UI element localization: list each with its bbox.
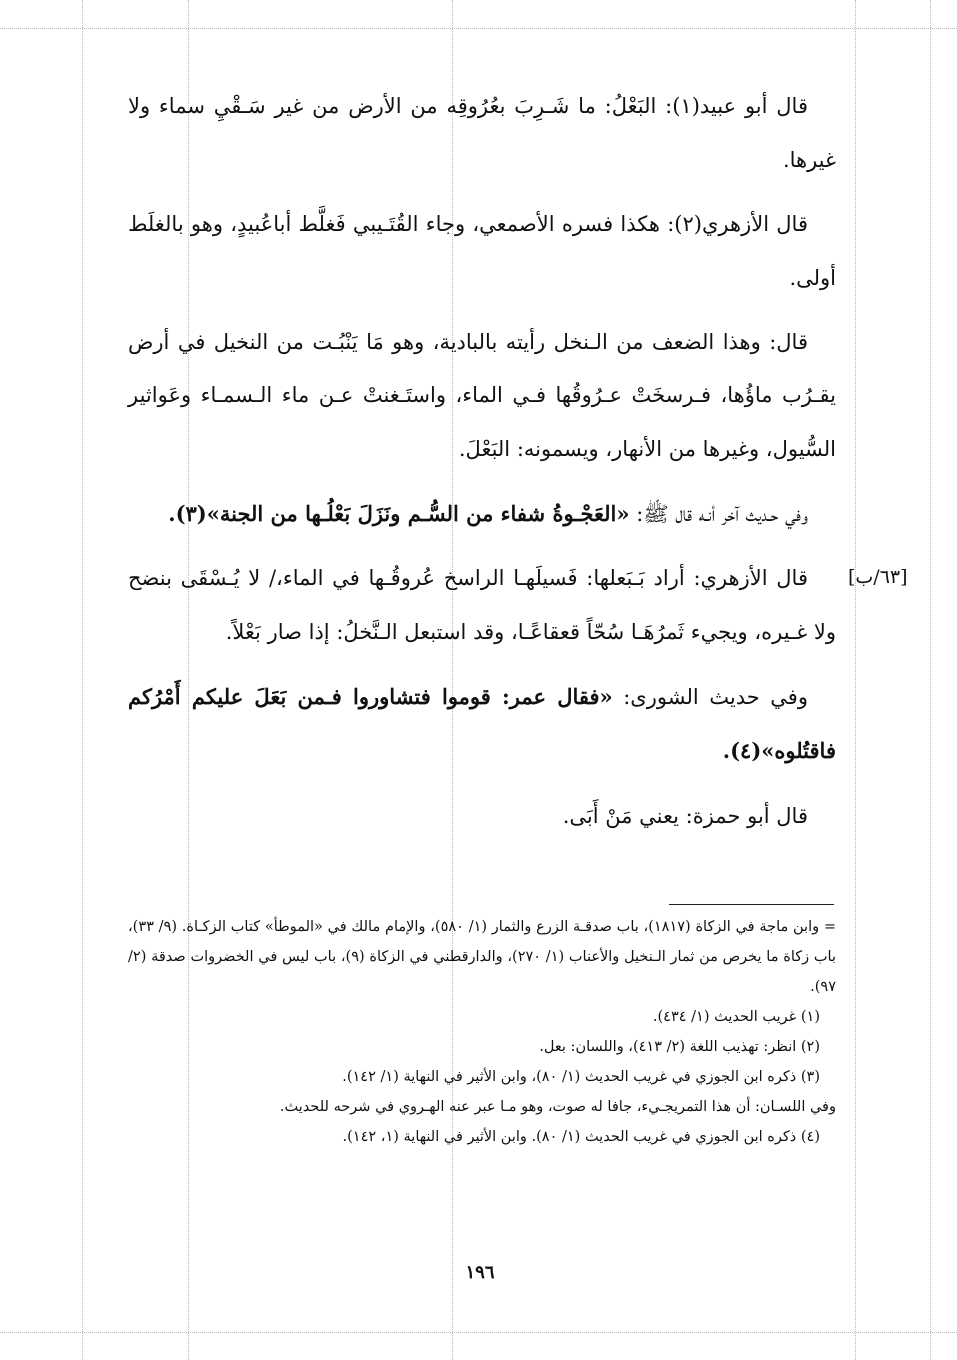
paragraph-text: قال الأزهري(٢): هكذا فسره الأصمعي، وجاء القُتَـيبي فَغلَّط أباعُبيدٍ، وهو بالغلَط أولى.	[128, 212, 836, 290]
footnote: (٢) انظر: تهذيب اللغة (٢/ ٤١٣)، واللسان: بعل.	[539, 1039, 820, 1055]
paragraph	[128, 198, 836, 305]
footnotes	[128, 912, 836, 1152]
guide-line	[930, 0, 931, 1360]
paragraph-text: قال الأزهري: أراد بَـبَعلها: فَسيلَهـا الراسخ عُروقُـها في الماء،/ لا يُـسْقَى بنضح ولا غـيره، ويجيء ثَمرُهَـا سُحّاً قعقاعًـا، وقد استبعل الـنَّخلُ: إذا صار بَعْلاً.	[128, 566, 836, 644]
guide-line	[0, 28, 957, 29]
paragraph-text: قال أبو عبيد(١): البَعْلُ: ما شَـرِبَ بعُرُوقِه من الأرض من غير سَـقْيِ سماء ولا غيرها.	[128, 94, 836, 172]
guide-line	[0, 1332, 957, 1333]
paragraph	[128, 789, 836, 843]
guide-line	[82, 0, 83, 1360]
paragraph-text: قال: وهذا الضعف من الـنخل رأيته بالبادية، وهو مَا يَنْبُـت من النخيل في أرض يقـرُب ماؤُها، فـرسخَتْ عـرُوقُها فـي الماء، واستَـغنتْ عـن ماء الـسمـاء وعَواثير السُّيول، وغيرها من الأنهار، ويسمونه: البَعْلَ.	[128, 330, 836, 461]
paragraph	[128, 80, 836, 187]
footnote: = وابن ماجة في الزكاة (١٨١٧)، باب صدقـة الزرع والثمار (١/ ٥٨٠)، والإمام مالك في «الموطأ» كتاب الزكـاة. (٩/ ٣٣)، باب زكاة ما يخرص من ثمار الـنخيل والأعناب (١/ ٢٧٠)، والدارقطني في الزكاة (٩)، باب ليس في الخضروات صدقة (٢/ ٩٧).	[128, 919, 837, 995]
footnote: (١) غريب الحديث (١/ ٤٣٤).	[652, 1009, 820, 1025]
paragraph	[128, 670, 836, 778]
footnote: (٣) ذكره ابن الجوزي في غريب الحديث (١/ ٨٠)، وابن الأثير في النهاية (١/ ١٤٢).	[342, 1069, 820, 1085]
paragraph-bold-text: «فقال عمر: قوموا فتشاوروا فـمن بَعَلَ عليكم أَمْرُكم فاقتُلوه»(٤).	[128, 684, 836, 763]
guide-line	[855, 0, 856, 1360]
page-number: ١٩٦	[465, 1262, 495, 1283]
paragraph-bold-text: «العَجْـوةُ شفاء من السُّـم ونَزَلَ بَعْلُـها من الجنة»(٣).	[168, 501, 630, 526]
paragraph	[128, 552, 836, 659]
paragraph-text: وفي حديث الشورى:	[612, 685, 808, 709]
paragraph	[128, 316, 836, 476]
footnote: (٤) ذكره ابن الجوزي في غريب الحديث (١/ ٨٠). وابن الأثير في النهاية (١، ١٤٢).	[342, 1129, 820, 1145]
paragraph-text: وفي حـديث آخر أنـه قال ﷺ:	[629, 502, 808, 526]
main-text	[128, 80, 836, 854]
footnote: وفي اللسـان: أن هذا التمريجـيء، جافا له صوت، وهو مـا عبر عنه الهـروي في شرحه للحديث.	[279, 1099, 836, 1115]
paragraph	[128, 487, 836, 541]
manuscript-folio-marker: [٦٣/ب]	[848, 566, 908, 588]
footnote-separator	[669, 904, 834, 905]
paragraph-text: قال أبو حمزة: يعني مَنْ أَبَى.	[562, 804, 808, 828]
